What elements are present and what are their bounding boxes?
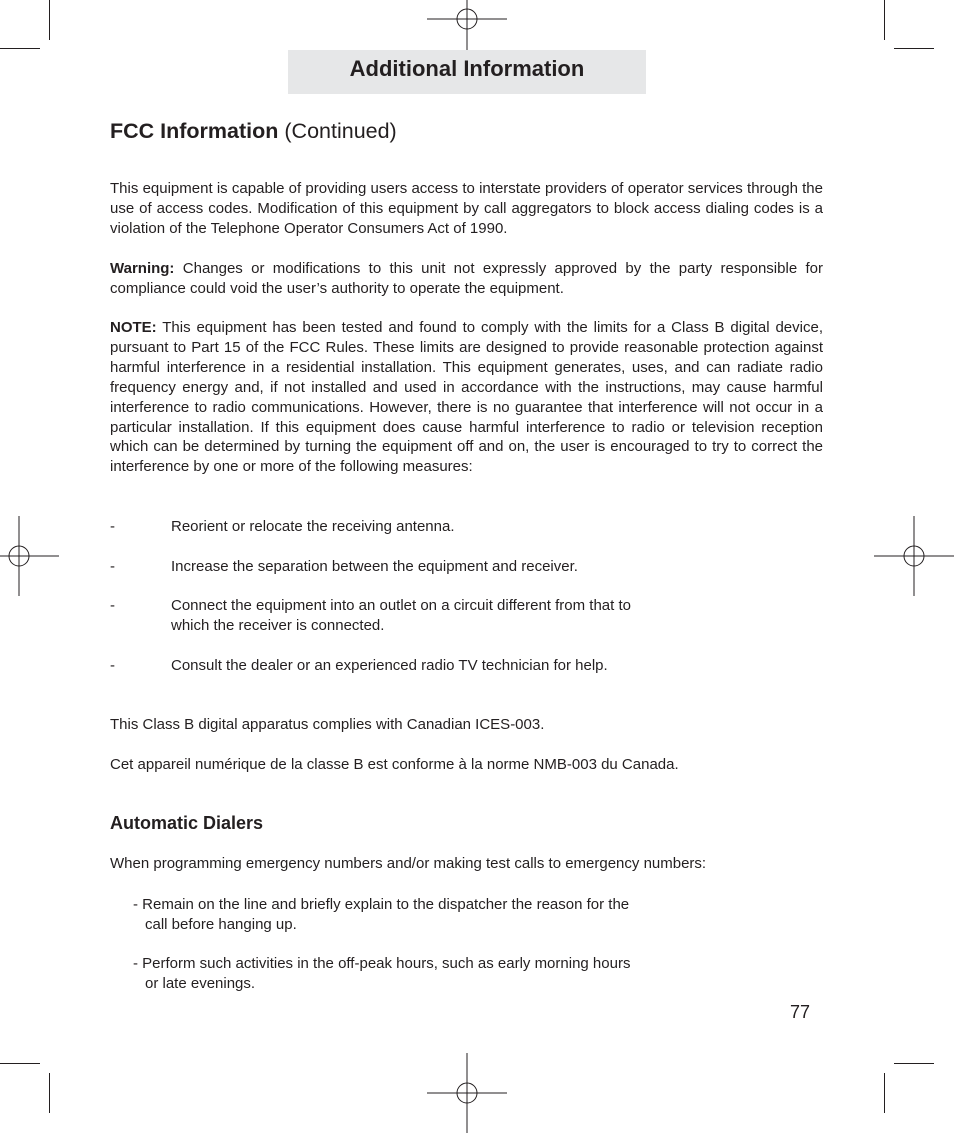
crop-mark <box>0 1063 40 1064</box>
crop-mark <box>884 1073 885 1113</box>
note-text: This equipment has been tested and found to comply with the limits for a Class B digital device, pursuant to Part 15 of the FCC Rules. These limits are designed to provide reasonable protection against harmful interference in a residential installation. This equipment generates, uses, and can radiate radio frequency energy and, if not installed and used in accordance with the instructions, may cause harmful interference to radio communications. However, there is no guarantee that interference will not occur in a particular installation. If this equipment does cause harmful interference to radio or television reception which can be determined by turning the equipment off and on, the user is encouraged to try to correct the interference by one or more of the following measures: <box>110 319 823 476</box>
list-item-dash: - <box>110 558 115 575</box>
warning-label: Warning: <box>110 260 175 277</box>
list-item: Consult the dealer or an experienced radio TV technician for help. <box>171 657 608 674</box>
note-paragraph <box>110 318 823 477</box>
list-item: Increase the separation between the equipment and receiver. <box>171 558 578 575</box>
warning-paragraph <box>110 259 823 299</box>
note-label: NOTE: <box>110 319 157 336</box>
crop-mark <box>49 1073 50 1113</box>
dialer-item-continuation: call before hanging up. <box>145 915 297 933</box>
dialers-intro: When programming emergency numbers and/or making test calls to emergency numbers: <box>110 855 707 872</box>
crop-mark <box>0 48 40 49</box>
section-heading-rest: (Continued) <box>278 119 397 143</box>
dialer-item <box>133 895 629 935</box>
header-bar <box>288 50 646 94</box>
registration-mark-right <box>874 516 954 596</box>
automatic-dialers-heading: Automatic Dialers <box>110 813 264 833</box>
page-number: 77 <box>790 1002 811 1022</box>
list-item: Connect the equipment into an outlet on a circuit different from that to <box>171 597 631 614</box>
canada-english-statement: This Class B digital apparatus complies with Canadian ICES-003. <box>110 716 545 733</box>
registration-mark-left <box>0 516 59 596</box>
dialer-item-line: - Perform such activities in the off-peak hours, such as early morning hours <box>133 955 631 972</box>
crop-mark <box>884 0 885 40</box>
dialer-item <box>133 954 630 994</box>
list-item-dash: - <box>110 657 115 674</box>
dialer-item-line: - Remain on the line and briefly explain to the dispatcher the reason for the <box>133 896 630 913</box>
list-item-dash: - <box>110 518 115 535</box>
section-heading <box>110 119 397 144</box>
list-item: Reorient or relocate the receiving antenna. <box>171 518 455 535</box>
dialer-item-continuation: or late evenings. <box>145 974 256 992</box>
crop-mark <box>894 1063 934 1064</box>
access-paragraph: This equipment is capable of providing users access to interstate providers of operator services through the use of access codes. Modification of this equipment by call aggregators to block access dialing codes is a violation of the Telephone Operator Consumers Act of 1990. <box>110 180 823 237</box>
crop-mark <box>49 0 50 40</box>
crop-mark <box>894 48 934 49</box>
warning-text: Changes or modifications to this unit not expressly approved by the party responsible for compliance could void the user’s authority to operate the equipment. <box>110 260 823 297</box>
canada-french-statement: Cet appareil numérique de la classe B est conforme à la norme NMB-003 du Canada. <box>110 756 679 773</box>
section-heading-bold: FCC Information <box>110 119 279 143</box>
list-item-dash: - <box>110 597 115 614</box>
list-item-continuation: which the receiver is connected. <box>171 617 385 634</box>
registration-mark-bottom <box>427 1053 507 1133</box>
page-title: Additional Information <box>349 56 585 81</box>
